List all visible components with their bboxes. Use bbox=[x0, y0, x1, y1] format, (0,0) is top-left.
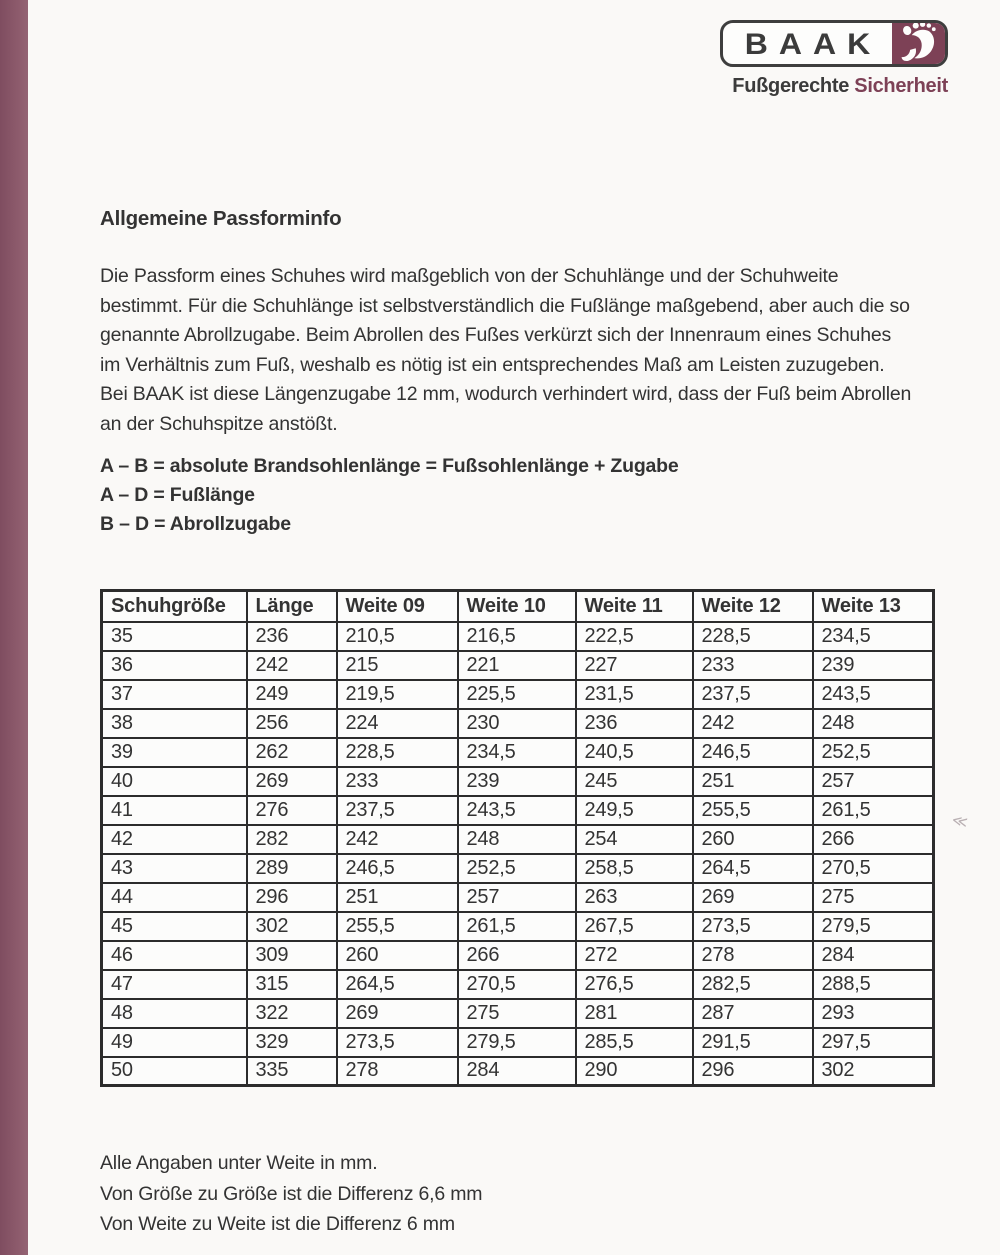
table-cell: 246,5 bbox=[693, 738, 813, 767]
table-row bbox=[102, 1028, 934, 1057]
table-cell: 228,5 bbox=[693, 622, 813, 651]
table-cell: 270,5 bbox=[813, 854, 934, 883]
paragraph-line: genannte Abrollzugabe. Beim Abrollen des Fußes verkürzt sich der Innenraum eines Schuhes bbox=[100, 324, 892, 347]
table-cell: 41 bbox=[102, 796, 247, 825]
table-cell: 242 bbox=[247, 651, 337, 680]
logo-box bbox=[720, 20, 948, 67]
logo-brand-text: BAAK bbox=[744, 26, 882, 61]
table-cell: 273,5 bbox=[337, 1028, 458, 1057]
table-cell: 243,5 bbox=[458, 796, 576, 825]
table-cell: 272 bbox=[576, 941, 693, 970]
table-cell: 252,5 bbox=[813, 738, 934, 767]
table-cell: 257 bbox=[458, 883, 576, 912]
table-cell: 242 bbox=[337, 825, 458, 854]
column-header: Schuhgröße bbox=[102, 591, 247, 622]
table-row bbox=[102, 767, 934, 796]
table-cell: 234,5 bbox=[813, 622, 934, 651]
table-cell: 262 bbox=[247, 738, 337, 767]
table-cell: 255,5 bbox=[693, 796, 813, 825]
table-cell: 44 bbox=[102, 883, 247, 912]
table-header-row bbox=[102, 591, 934, 622]
table-cell: 231,5 bbox=[576, 680, 693, 709]
table-cell: 266 bbox=[458, 941, 576, 970]
table-cell: 282 bbox=[247, 825, 337, 854]
table-cell: 263 bbox=[576, 883, 693, 912]
table-cell: 285,5 bbox=[576, 1028, 693, 1057]
table-cell: 278 bbox=[337, 1057, 458, 1086]
footnote-line: Alle Angaben unter Weite in mm. bbox=[100, 1152, 378, 1174]
table-cell: 315 bbox=[247, 970, 337, 999]
table-cell: 302 bbox=[813, 1057, 934, 1086]
table-cell: 221 bbox=[458, 651, 576, 680]
column-header: Weite 12 bbox=[693, 591, 813, 622]
table-cell: 255,5 bbox=[337, 912, 458, 941]
scan-artifact: ≪ bbox=[950, 811, 970, 832]
table-cell: 284 bbox=[813, 941, 934, 970]
definition-line: B – D = Abrollzugabe bbox=[100, 512, 291, 535]
tagline-accent: Sicherheit bbox=[854, 75, 948, 97]
footnote-line: Von Größe zu Größe ist die Differenz 6,6 mm bbox=[100, 1182, 483, 1205]
table-cell: 252,5 bbox=[458, 854, 576, 883]
table-cell: 216,5 bbox=[458, 622, 576, 651]
table-cell: 242 bbox=[693, 709, 813, 738]
table-cell: 45 bbox=[102, 912, 247, 941]
table-cell: 269 bbox=[337, 999, 458, 1028]
table-cell: 246,5 bbox=[337, 854, 458, 883]
table-cell: 245 bbox=[576, 767, 693, 796]
table-cell: 297,5 bbox=[813, 1028, 934, 1057]
table-cell: 39 bbox=[102, 738, 247, 767]
table-cell: 258,5 bbox=[576, 854, 693, 883]
table-cell: 291,5 bbox=[693, 1028, 813, 1057]
table-cell: 46 bbox=[102, 941, 247, 970]
table-row bbox=[102, 883, 934, 912]
table-cell: 266 bbox=[813, 825, 934, 854]
table-cell: 275 bbox=[458, 999, 576, 1028]
paragraph-line: Bei BAAK ist diese Längenzugabe 12 mm, wodurch verhindert wird, dass der Fuß beim Abrollen bbox=[100, 383, 912, 406]
table-cell: 251 bbox=[693, 767, 813, 796]
table-cell: 48 bbox=[102, 999, 247, 1028]
table-row bbox=[102, 825, 934, 854]
tagline-dark: Fußgerechte bbox=[732, 75, 850, 97]
table-cell: 248 bbox=[458, 825, 576, 854]
table-cell: 239 bbox=[458, 767, 576, 796]
table-cell: 281 bbox=[576, 999, 693, 1028]
table-cell: 309 bbox=[247, 941, 337, 970]
table-cell: 249,5 bbox=[576, 796, 693, 825]
brand-logo bbox=[720, 20, 948, 98]
table-cell: 40 bbox=[102, 767, 247, 796]
table-cell: 37 bbox=[102, 680, 247, 709]
table-cell: 210,5 bbox=[337, 622, 458, 651]
table-cell: 261,5 bbox=[813, 796, 934, 825]
table-cell: 335 bbox=[247, 1057, 337, 1086]
size-table bbox=[100, 589, 935, 1087]
column-header: Weite 10 bbox=[458, 591, 576, 622]
table-cell: 269 bbox=[247, 767, 337, 796]
table-cell: 290 bbox=[576, 1057, 693, 1086]
table-cell: 233 bbox=[693, 651, 813, 680]
table-cell: 288,5 bbox=[813, 970, 934, 999]
logo-accent-square bbox=[892, 23, 945, 64]
table-cell: 269 bbox=[693, 883, 813, 912]
table-cell: 42 bbox=[102, 825, 247, 854]
table-row bbox=[102, 999, 934, 1028]
table-cell: 49 bbox=[102, 1028, 247, 1057]
table-cell: 240,5 bbox=[576, 738, 693, 767]
table-cell: 264,5 bbox=[337, 970, 458, 999]
table-cell: 50 bbox=[102, 1057, 247, 1086]
paragraph-line: bestimmt. Für die Schuhlänge ist selbstverständlich die Fußlänge maßgebend, aber auch die so bbox=[100, 294, 910, 317]
table-cell: 256 bbox=[247, 709, 337, 738]
table-cell: 237,5 bbox=[693, 680, 813, 709]
intro-paragraph bbox=[100, 262, 980, 440]
table-cell: 279,5 bbox=[458, 1028, 576, 1057]
page-title: Allgemeine Passforminfo bbox=[100, 207, 342, 230]
table-cell: 296 bbox=[693, 1057, 813, 1086]
table-cell: 275 bbox=[813, 883, 934, 912]
definition-line: A – B = absolute Brandsohlenlänge = Fußsohlenlänge + Zugabe bbox=[100, 455, 679, 477]
table-row bbox=[102, 854, 934, 883]
table-cell: 260 bbox=[693, 825, 813, 854]
table-cell: 289 bbox=[247, 854, 337, 883]
table-cell: 47 bbox=[102, 970, 247, 999]
table-row bbox=[102, 970, 934, 999]
paragraph-line: an der Schuhspitze anstößt. bbox=[100, 412, 338, 435]
table-cell: 249 bbox=[247, 680, 337, 709]
footprint-icon bbox=[898, 20, 940, 67]
table-cell: 243,5 bbox=[813, 680, 934, 709]
table-cell: 234,5 bbox=[458, 738, 576, 767]
table-cell: 302 bbox=[247, 912, 337, 941]
table-cell: 236 bbox=[247, 622, 337, 651]
footnotes bbox=[100, 1148, 482, 1240]
table-cell: 254 bbox=[576, 825, 693, 854]
table-cell: 322 bbox=[247, 999, 337, 1028]
table-cell: 239 bbox=[813, 651, 934, 680]
paragraph-line: im Verhältnis zum Fuß, weshalb es nötig ist ein entsprechendes Maß am Leisten zuzugeben. bbox=[100, 353, 885, 376]
table-cell: 276 bbox=[247, 796, 337, 825]
table-cell: 219,5 bbox=[337, 680, 458, 709]
left-margin-band bbox=[0, 0, 28, 1255]
table-cell: 279,5 bbox=[813, 912, 934, 941]
table-row bbox=[102, 1057, 934, 1086]
table-cell: 293 bbox=[813, 999, 934, 1028]
footnote-line: Von Weite zu Weite ist die Differenz 6 mm bbox=[100, 1213, 455, 1235]
definition-lines bbox=[100, 452, 679, 538]
table-cell: 329 bbox=[247, 1028, 337, 1057]
table-cell: 228,5 bbox=[337, 738, 458, 767]
table-body bbox=[102, 622, 934, 1086]
table-cell: 276,5 bbox=[576, 970, 693, 999]
table-cell: 237,5 bbox=[337, 796, 458, 825]
table-row bbox=[102, 709, 934, 738]
table-cell: 36 bbox=[102, 651, 247, 680]
paragraph-line: Die Passform eines Schuhes wird maßgeblich von der Schuhlänge und der Schuhweite bbox=[100, 265, 839, 287]
table-row bbox=[102, 651, 934, 680]
table-cell: 284 bbox=[458, 1057, 576, 1086]
definition-line: A – D = Fußlänge bbox=[100, 483, 255, 506]
table-cell: 43 bbox=[102, 854, 247, 883]
table-row bbox=[102, 738, 934, 767]
table-cell: 224 bbox=[337, 709, 458, 738]
table-cell: 270,5 bbox=[458, 970, 576, 999]
table-cell: 282,5 bbox=[693, 970, 813, 999]
table-cell: 38 bbox=[102, 709, 247, 738]
table-cell: 251 bbox=[337, 883, 458, 912]
table-cell: 222,5 bbox=[576, 622, 693, 651]
table-row bbox=[102, 941, 934, 970]
table-cell: 273,5 bbox=[693, 912, 813, 941]
table-cell: 225,5 bbox=[458, 680, 576, 709]
table-cell: 230 bbox=[458, 709, 576, 738]
table-cell: 248 bbox=[813, 709, 934, 738]
table-cell: 296 bbox=[247, 883, 337, 912]
table-cell: 287 bbox=[693, 999, 813, 1028]
table-cell: 233 bbox=[337, 767, 458, 796]
column-header: Weite 11 bbox=[576, 591, 693, 622]
column-header: Weite 09 bbox=[337, 591, 458, 622]
logo-tagline bbox=[720, 75, 948, 98]
table-cell: 260 bbox=[337, 941, 458, 970]
table-cell: 257 bbox=[813, 767, 934, 796]
table-cell: 278 bbox=[693, 941, 813, 970]
column-header: Weite 13 bbox=[813, 591, 934, 622]
table-cell: 227 bbox=[576, 651, 693, 680]
column-header: Länge bbox=[247, 591, 337, 622]
table-cell: 236 bbox=[576, 709, 693, 738]
table-row bbox=[102, 796, 934, 825]
table-row bbox=[102, 912, 934, 941]
table-cell: 215 bbox=[337, 651, 458, 680]
size-table-container bbox=[100, 589, 935, 1087]
table-cell: 261,5 bbox=[458, 912, 576, 941]
table-row bbox=[102, 680, 934, 709]
table-cell: 267,5 bbox=[576, 912, 693, 941]
table-cell: 264,5 bbox=[693, 854, 813, 883]
table-row bbox=[102, 622, 934, 651]
table-cell: 35 bbox=[102, 622, 247, 651]
